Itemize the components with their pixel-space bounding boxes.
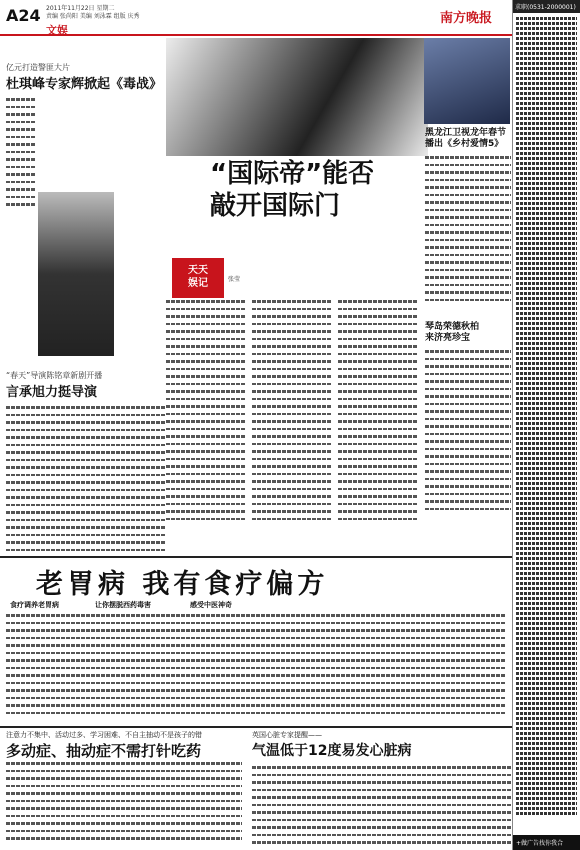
story-headline: 杜琪峰专家辉掀起《毒战》	[6, 77, 163, 92]
story-headline: 来济亮珍宝	[425, 333, 471, 343]
story-body	[425, 350, 511, 510]
ad-sub-1: 食疗调养老胃病	[10, 601, 59, 609]
column-byline: 张莹	[228, 276, 241, 283]
ad-title: 多动症、抽动症不需打针吃药	[6, 742, 202, 760]
strip-body	[513, 13, 580, 819]
strip-footer: +做广告找你我合	[513, 835, 580, 850]
column-logo: 天天 娱记	[172, 258, 224, 298]
story-kicker: “春天”导演陈铭章新剧开播	[6, 371, 103, 380]
page-header	[0, 0, 580, 36]
story-right-bottom	[425, 322, 511, 515]
story-headline: 言承旭力挺导演	[6, 385, 98, 400]
story-right-top	[425, 128, 511, 306]
story-body	[6, 98, 36, 206]
story-body	[252, 766, 512, 844]
ad-band	[0, 556, 512, 728]
ad-pre: 注意力不集中、活动过多、学习困难、不自主抽动不是孩子的错	[6, 731, 202, 739]
story-headline: 气温低于12度易发心脏病	[252, 743, 412, 759]
story-left-bottom	[6, 370, 166, 556]
photo-actor-right	[424, 38, 510, 124]
classified-listing-strip	[512, 0, 580, 850]
story-body	[425, 156, 511, 301]
masthead-logo: 南方晚报	[440, 11, 493, 26]
strip-header: 求职(0531-2000001)	[513, 0, 580, 13]
ad-sub-3: 感受中医神奇	[190, 601, 232, 609]
story-kicker: 琴岛荣德秋柏	[425, 322, 480, 332]
ad-body	[6, 614, 506, 719]
section-title: 文娱	[46, 24, 68, 37]
feature-headline: “国际帝”能否 敲开国际门	[210, 159, 375, 221]
story-kicker: 黑龙江卫视龙年春节	[425, 128, 507, 138]
ad-body	[6, 762, 242, 845]
story-body	[6, 406, 166, 551]
story-left-top	[6, 62, 166, 211]
page-number: A24	[6, 6, 41, 25]
ad-title: 老胃病 我有食疗偏方	[36, 569, 329, 600]
ad-sub-2: 让你摆脱西药毒害	[95, 601, 151, 609]
ad-bottom-left	[0, 730, 248, 850]
story-bottom-right	[252, 730, 512, 849]
story-headline: 播出《乡村爱情5》	[425, 139, 504, 149]
date-line: 2011年11月22日 星期二 责编 张尚阳 美编 刘泳霖 组版 庆秀	[46, 5, 140, 20]
story-kicker: 亿元打造警匪大片	[6, 63, 70, 72]
story-kicker: 英国心脏专家提醒——	[252, 731, 322, 739]
main-photo-actors-oscar	[166, 38, 428, 156]
photo-director-left	[38, 192, 114, 356]
